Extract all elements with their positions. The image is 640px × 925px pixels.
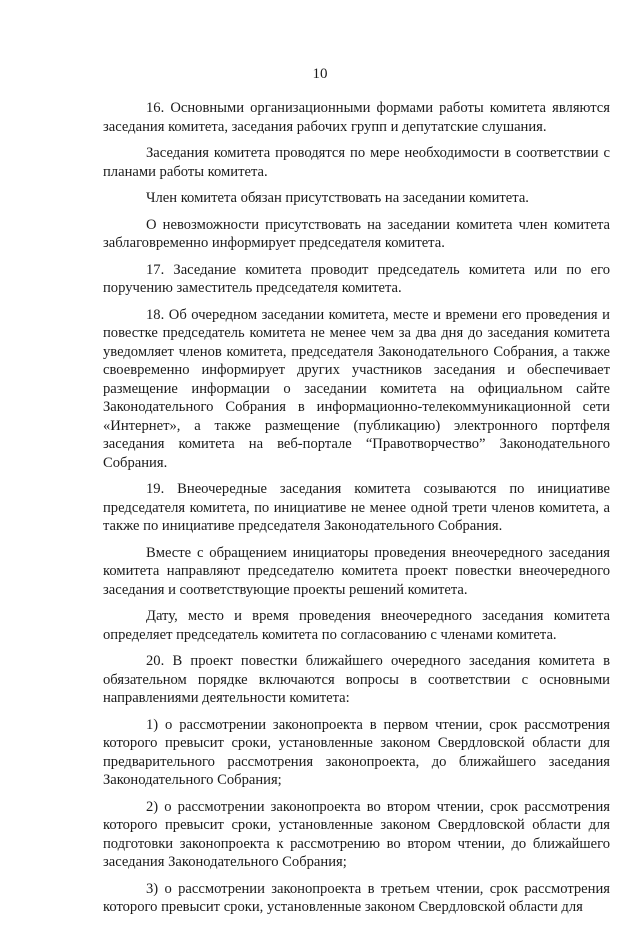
paragraph-18: 18. Об очередном заседании комитета, месте и времени его проведения и повестке председатель комитета не менее чем за два дня до заседания комитета уведомляет членов комитета, председателя Законодательного Собрания, а также своевременно информирует других участников заседания и обеспечивает размещение информации о заседании комитета на официальном сайте Законодательного Собрания в информационно-телекоммуникационной сети «Интернет», а также размещение (публикацию) электронного портфеля заседания комитета на веб-портале “Правотворчество” Законодательного Собрания. <box>103 306 610 471</box>
list-item-3: 3) о рассмотрении законопроекта в третьем чтении, срок рассмотрения которого превысит сроки, установленные законом Свердловской области для <box>103 880 610 915</box>
paragraph-absence-notice: О невозможности присутствовать на заседании комитета член комитета заблаговременно информирует председателя комитета. <box>103 216 610 251</box>
paragraph-16: 16. Основными организационными формами работы комитета являются заседания комитета, заседания рабочих групп и депутатские слушания. <box>103 100 610 135</box>
paragraph-20: 20. В проект повестки ближайшего очередного заседания комитета в обязательном порядке включаются вопросы в соответствии с основными направлениями деятельности комитета: <box>103 653 610 706</box>
paragraph-extraordinary-date: Дату, место и время проведения внеочередного заседания комитета определяет председатель комитета по согласованию с членами комитета. <box>103 608 610 643</box>
list-item-2: 2) о рассмотрении законопроекта во втором чтении, срок рассмотрения которого превысит сроки, установленные законом Свердловской области для подготовки законопроекта к рассмотрению во втором чтении, до ближайшего заседания Законодательного Собрания; <box>103 798 610 870</box>
paragraph-meetings-schedule: Заседания комитета проводятся по мере необходимости в соответствии с планами работы комитета. <box>103 145 610 180</box>
paragraph-extraordinary-request: Вместе с обращением инициаторы проведения внеочередного заседания комитета направляют председателю комитета проект повестки внеочередного заседания и соответствующие проекты решений комитета. <box>103 544 610 598</box>
page-number: 10 <box>312 66 328 82</box>
paragraph-19: 19. Внеочередные заседания комитета созываются по инициативе председателя комитета, по инициативе не менее одной трети членов комитета, а также по инициативе председателя Законодательного Собрания. <box>103 481 610 534</box>
document-body <box>103 99 610 925</box>
paragraph-17: 17. Заседание комитета проводит председатель комитета или по его поручению заместитель председателя комитета. <box>103 261 610 296</box>
list-item-1: 1) о рассмотрении законопроекта в первом чтении, срок рассмотрения которого превысит сроки, установленные законом Свердловской области для предварительного рассмотрения законопроекта, до ближайшего заседания Законодательного Собрания; <box>103 716 610 788</box>
paragraph-attendance-duty: Член комитета обязан присутствовать на заседании комитета. <box>146 190 529 206</box>
